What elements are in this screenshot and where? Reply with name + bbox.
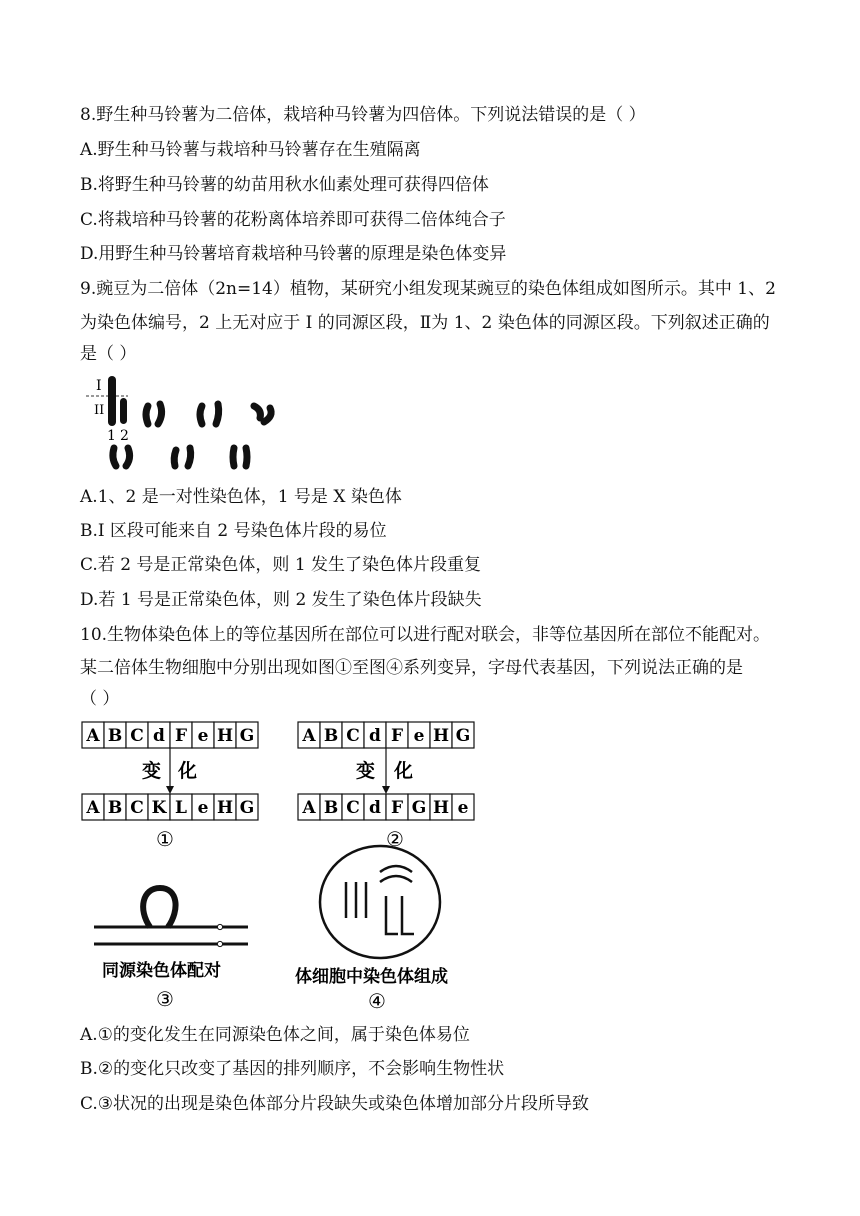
- q9-stem-line-3: 是（ ）: [80, 344, 137, 364]
- q9-option-b: B.I 区段可能来自 2 号染色体片段的易位: [80, 521, 387, 541]
- panel-2-mutated-gene-row: [298, 794, 474, 820]
- gene-letter: C: [130, 726, 144, 746]
- q8-option-a: A.野生种马铃薯与栽培种马铃薯存在生殖隔离: [80, 140, 421, 160]
- q8-stem: 8.野生种马铃薯为二倍体，栽培种马铃薯为四倍体。下列说法错误的是（ ）: [80, 105, 646, 125]
- gene-letter: H: [216, 798, 234, 818]
- panel-1-arrowhead: [166, 786, 174, 794]
- q10-option-c: C.③状况的出现是染色体部分片段缺失或染色体增加部分片段所导致: [80, 1094, 590, 1114]
- label-region-i: I: [96, 378, 102, 394]
- chromosome-pair: [254, 406, 271, 422]
- label-chromosome-2: 2: [120, 428, 129, 444]
- q10-stem-line-1: 10.生物体染色体上的等位基因所在部位可以进行配对联会，非等位基因所在部位不能配对。: [80, 625, 771, 645]
- gene-letter: d: [369, 726, 381, 746]
- chromosome-pair: [200, 404, 219, 424]
- gene-letter: G: [239, 798, 255, 818]
- gene-letter: B: [323, 798, 339, 818]
- panel-2-arrow-label-right: 化: [394, 760, 414, 782]
- gene-letter: A: [302, 726, 316, 746]
- gene-letter: e: [197, 798, 209, 818]
- q9-stem-line-2: 为染色体编号，2 上无对应于 I 的同源区段，Ⅱ为 1、2 染色体的同源区段。下列叙述正确的: [80, 313, 770, 333]
- q8-option-d: D.用野生种马铃薯培育栽培种马铃薯的原理是染色体变异: [80, 244, 507, 264]
- gene-letter: d: [153, 726, 165, 746]
- panel-4-cell-diagram: [320, 846, 440, 958]
- q8-option-c: C.将栽培种马铃薯的花粉离体培养即可获得二倍体纯合子: [80, 210, 506, 230]
- gene-letter: G: [411, 798, 427, 818]
- panel-3-label: ③: [156, 987, 174, 1011]
- panel-2-arrow-label-left: 变: [356, 760, 376, 782]
- gene-letter: e: [413, 726, 425, 746]
- q9-option-a: A.1、2 是一对性染色体，1 号是 X 染色体: [80, 487, 402, 507]
- panel-1-label: ①: [156, 827, 174, 851]
- panel-1-mutated-gene-row: [82, 794, 258, 820]
- panel-1-arrow-label-left: 变: [142, 760, 162, 782]
- gene-letter: d: [369, 798, 381, 818]
- q10-stem-line-3: （ ）: [80, 689, 120, 709]
- chromosome-1: [108, 376, 116, 426]
- panel-2-original-gene-row: [298, 722, 474, 748]
- gene-letter: A: [86, 798, 100, 818]
- label-chromosome-1: 1: [107, 428, 116, 444]
- gene-letter: G: [239, 726, 255, 746]
- gene-letter: L: [175, 798, 187, 818]
- q8-option-b: B.将野生种马铃薯的幼苗用秋水仙素处理可获得四倍体: [80, 175, 489, 195]
- q9-stem-line-1: 9.豌豆为二倍体（2n=14）植物，某研究小组发现某豌豆的染色体组成如图所示。其中 1、2: [80, 279, 776, 299]
- panel-1-arrow-label-right: 化: [178, 760, 198, 782]
- gene-letter: B: [107, 726, 123, 746]
- label-region-ii: II: [94, 403, 105, 418]
- chromosome-variation-figure: [80, 720, 490, 1020]
- gene-letter: A: [302, 798, 316, 818]
- gene-letter: F: [390, 726, 404, 746]
- chromosome-pair: [174, 448, 190, 466]
- gene-letter: A: [86, 726, 100, 746]
- gene-letter: C: [346, 726, 360, 746]
- gene-letter: F: [174, 726, 188, 746]
- panel-4-label: ④: [368, 989, 386, 1013]
- panel-1-original-gene-row: [82, 722, 258, 748]
- gene-letter: F: [390, 798, 404, 818]
- q10-option-b: B.②的变化只改变了基因的排列顺序，不会影响生物性状: [80, 1059, 505, 1079]
- gene-letter: C: [130, 798, 144, 818]
- gene-letter: e: [197, 726, 209, 746]
- panel-4-caption: 体细胞中染色体组成: [295, 967, 448, 987]
- chromosome-pair: [146, 404, 162, 424]
- gene-letter: H: [216, 726, 234, 746]
- q9-option-c: C.若 2 号是正常染色体，则 1 发生了染色体片段重复: [80, 555, 482, 575]
- q9-option-d: D.若 1 号是正常染色体，则 2 发生了染色体片段缺失: [80, 590, 482, 610]
- gene-letter: e: [457, 798, 469, 818]
- panel-3-pairing-diagram: [94, 888, 248, 947]
- gene-letter: K: [151, 798, 167, 818]
- gene-letter: H: [432, 798, 450, 818]
- panel-2-arrowhead: [382, 786, 390, 794]
- gene-letter: B: [107, 798, 123, 818]
- gene-letter: C: [346, 798, 360, 818]
- gene-letter: B: [323, 726, 339, 746]
- chromosome-pair: [113, 448, 130, 466]
- gene-letter: H: [432, 726, 450, 746]
- q10-stem-line-2: 某二倍体生物细胞中分别出现如图①至图④系列变异，字母代表基因，下列说法正确的是: [80, 658, 743, 678]
- gene-letter: G: [455, 726, 471, 746]
- panel-2-label: ②: [386, 827, 404, 851]
- q10-option-a: A.①的变化发生在同源染色体之间，属于染色体易位: [80, 1025, 470, 1045]
- chromosome-2: [120, 398, 127, 424]
- chromosome-pair: [233, 448, 247, 466]
- chromosome-karyotype-figure: [84, 374, 284, 474]
- panel-3-caption: 同源染色体配对: [102, 961, 221, 981]
